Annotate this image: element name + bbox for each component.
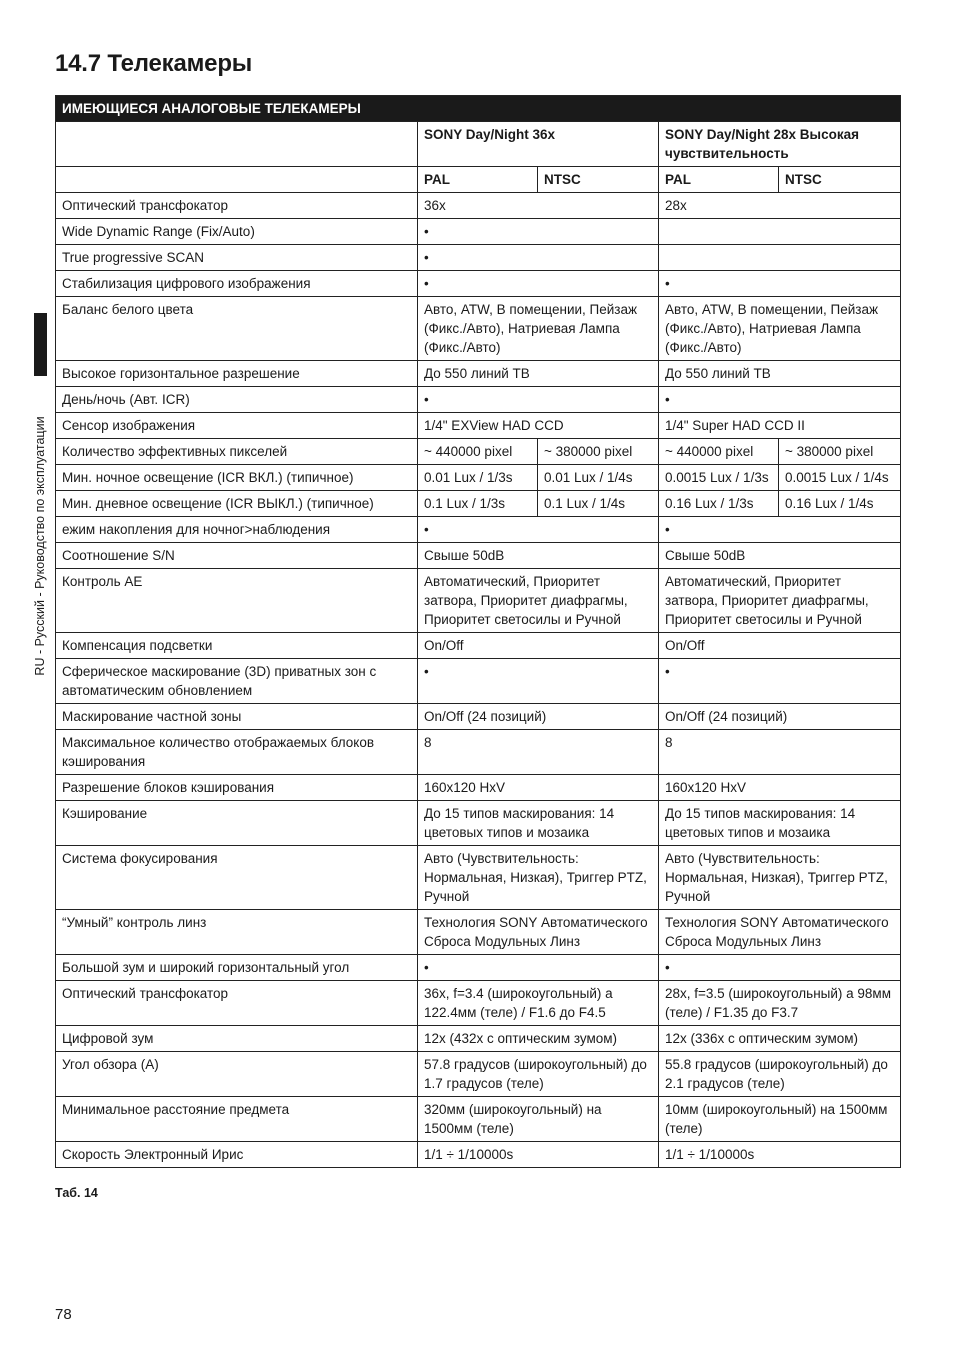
camera2-value: 1/1 ÷ 1/10000s — [659, 1142, 901, 1168]
camera2-pal-value: 0.16 Lux / 1/3s — [659, 491, 779, 517]
camera2-ntsc: NTSC — [779, 167, 901, 193]
spec-label: Соотношение S/N — [56, 543, 418, 569]
camera2-value: 8 — [659, 730, 901, 775]
camera2-value: • — [659, 517, 901, 543]
spec-label: Кэширование — [56, 801, 418, 846]
camera1-ntsc-value: 0.01 Lux / 1/4s — [538, 465, 659, 491]
camera1-value: 320мм (широкоугольный) на 1500мм (теле) — [418, 1097, 659, 1142]
camera1-value: 1/4" EXView HAD CCD — [418, 413, 659, 439]
camera1-value: • — [418, 245, 659, 271]
camera2-ntsc-value: 0.16 Lux / 1/4s — [779, 491, 901, 517]
camera1-value: 36x, f=3.4 (широкоугольный) а 122.4мм (теле) / F1.6 до F4.5 — [418, 981, 659, 1026]
camera2-title: SONY Day/Night 28x Высокая чувствительность — [659, 122, 901, 167]
empty-cell — [56, 167, 418, 193]
camera1-ntsc-value: 0.1 Lux / 1/4s — [538, 491, 659, 517]
table-row — [56, 297, 901, 361]
table-row — [56, 1097, 901, 1142]
spec-label: Оптический трансфокатор — [56, 193, 418, 219]
camera1-value: • — [418, 955, 659, 981]
camera1-value: Авто (Чувствительность: Нормальная, Низкая), Триггер PTZ, Ручной — [418, 846, 659, 910]
camera1-ntsc-value: ~ 380000 pixel — [538, 439, 659, 465]
table-row — [56, 981, 901, 1026]
camera2-value: 12x (336x с оптическим зумом) — [659, 1026, 901, 1052]
spec-label: Система фокусирования — [56, 846, 418, 910]
camera1-value: 8 — [418, 730, 659, 775]
table-row — [56, 775, 901, 801]
camera2-value: Авто (Чувствительность: Нормальная, Низкая), Триггер PTZ, Ручной — [659, 846, 901, 910]
empty-cell — [56, 122, 418, 167]
camera1-value: • — [418, 219, 659, 245]
camera2-value: До 15 типов маскирования: 14 цветовых типов и мозаика — [659, 801, 901, 846]
spec-label: Маскирование частной зоны — [56, 704, 418, 730]
camera2-pal-value: ~ 440000 pixel — [659, 439, 779, 465]
video-standard-row — [56, 167, 901, 193]
table-row — [56, 704, 901, 730]
spec-label: Максимальное количество отображаемых блоков кэширования — [56, 730, 418, 775]
spec-label: Сенсор изображения — [56, 413, 418, 439]
spec-label: Мин. дневное освещение (ICR ВЫКЛ.) (типичное) — [56, 491, 418, 517]
camera2-pal-value: 0.0015 Lux / 1/3s — [659, 465, 779, 491]
spec-label: День/ночь (Авт. ICR) — [56, 387, 418, 413]
camera1-pal-value: 0.01 Lux / 1/3s — [418, 465, 538, 491]
camera2-value: Технология SONY Автоматического Сброса Модульных Линз — [659, 910, 901, 955]
spec-label: True progressive SCAN — [56, 245, 418, 271]
camera1-value: On/Off (24 позиций) — [418, 704, 659, 730]
camera2-pal: PAL — [659, 167, 779, 193]
table-row — [56, 465, 901, 491]
camera1-pal-value: 0.1 Lux / 1/3s — [418, 491, 538, 517]
page-title: 14.7 Телекамеры — [55, 50, 253, 77]
spec-label: Мин. ночное освещение (ICR ВКЛ.) (типичное) — [56, 465, 418, 491]
table-row — [56, 543, 901, 569]
camera1-ntsc: NTSC — [538, 167, 659, 193]
camera1-value: 57.8 градусов (широкоугольный) до 1.7 градусов (теле) — [418, 1052, 659, 1097]
camera1-value: On/Off — [418, 633, 659, 659]
camera1-value: • — [418, 517, 659, 543]
camera2-value: Авто, ATW, В помещении, Пейзаж (Фикс./Авто), Натриевая Лампа (Фикс./Авто) — [659, 297, 901, 361]
spec-label: Скорость Электронный Ирис — [56, 1142, 418, 1168]
table-row — [56, 245, 901, 271]
table-row — [56, 517, 901, 543]
camera1-value: 160x120 HxV — [418, 775, 659, 801]
camera2-value: • — [659, 659, 901, 704]
spec-label: Стабилизация цифрового изображения — [56, 271, 418, 297]
camera2-value: On/Off — [659, 633, 901, 659]
table-row — [56, 219, 901, 245]
table-row — [56, 1142, 901, 1168]
spec-label: Минимальное расстояние предмета — [56, 1097, 418, 1142]
camera2-value: 10мм (широкоугольный) на 1500мм (теле) — [659, 1097, 901, 1142]
spec-label: Оптический трансфокатор — [56, 981, 418, 1026]
spec-label: Сферическое маскирование (3D) приватных зон с автоматическим обновлением — [56, 659, 418, 704]
table-row — [56, 413, 901, 439]
spec-label: Компенсация подсветки — [56, 633, 418, 659]
camera1-value: • — [418, 271, 659, 297]
spec-label: Большой зум и широкий горизонтальный угол — [56, 955, 418, 981]
camera1-value: • — [418, 387, 659, 413]
camera1-value: Технология SONY Автоматического Сброса Модульных Линз — [418, 910, 659, 955]
table-row — [56, 633, 901, 659]
table-row — [56, 955, 901, 981]
camera1-pal: PAL — [418, 167, 538, 193]
camera1-value: 36x — [418, 193, 659, 219]
camera1-value: Авто, ATW, В помещении, Пейзаж (Фикс./Авто), Натриевая Лампа (Фикс./Авто) — [418, 297, 659, 361]
spec-label: Угол обзора (A) — [56, 1052, 418, 1097]
camera2-value: 160x120 HxV — [659, 775, 901, 801]
table-row — [56, 1052, 901, 1097]
camera2-value: • — [659, 955, 901, 981]
camera2-value: • — [659, 387, 901, 413]
page-number: 78 — [55, 1306, 72, 1323]
camera1-value: До 15 типов маскирования: 14 цветовых типов и мозаика — [418, 801, 659, 846]
spec-label: Контроль AE — [56, 569, 418, 633]
camera1-value: Свыше 50dB — [418, 543, 659, 569]
table-row — [56, 569, 901, 633]
camera1-pal-value: ~ 440000 pixel — [418, 439, 538, 465]
spec-label: “Умный” контроль линз — [56, 910, 418, 955]
camera1-value: До 550 линий ТВ — [418, 361, 659, 387]
camera1-title: SONY Day/Night 36x — [418, 122, 659, 167]
camera2-value: • — [659, 271, 901, 297]
spec-label: ежим накопления для ночног>наблюдения — [56, 517, 418, 543]
table-header: ИМЕЮЩИЕСЯ АНАЛОГОВЫЕ ТЕЛЕКАМЕРЫ — [56, 96, 901, 122]
spec-label: Цифровой зум — [56, 1026, 418, 1052]
camera2-value: Свыше 50dB — [659, 543, 901, 569]
table-row — [56, 1026, 901, 1052]
spec-label: Разрешение блоков кэширования — [56, 775, 418, 801]
camera2-value: 55.8 градусов (широкоугольный) до 2.1 градусов (теле) — [659, 1052, 901, 1097]
side-label: RU - Русский - Руководство по эксплуатации — [33, 416, 47, 676]
table-row — [56, 361, 901, 387]
camera2-ntsc-value: 0.0015 Lux / 1/4s — [779, 465, 901, 491]
camera1-value: Автоматический, Приоритет затвора, Приоритет диафрагмы, Приоритет светосилы и Ручной — [418, 569, 659, 633]
table-row — [56, 271, 901, 297]
table-row — [56, 387, 901, 413]
camera1-value: • — [418, 659, 659, 704]
camera-model-row — [56, 122, 901, 167]
camera1-value: 12x (432x с оптическим зумом) — [418, 1026, 659, 1052]
table-caption: Таб. 14 — [55, 1186, 98, 1200]
camera2-value: 1/4" Super HAD CCD II — [659, 413, 901, 439]
table-row — [56, 439, 901, 465]
table-row — [56, 846, 901, 910]
camera2-value — [659, 245, 901, 271]
table-row — [56, 193, 901, 219]
camera2-value — [659, 219, 901, 245]
camera2-value: On/Off (24 позиций) — [659, 704, 901, 730]
table-row — [56, 659, 901, 704]
table-row — [56, 730, 901, 775]
camera2-value: Автоматический, Приоритет затвора, Приоритет диафрагмы, Приоритет светосилы и Ручной — [659, 569, 901, 633]
table-row — [56, 491, 901, 517]
table-row — [56, 801, 901, 846]
camera2-value: 28x — [659, 193, 901, 219]
table-row — [56, 910, 901, 955]
spec-label: Количество эффективных пикселей — [56, 439, 418, 465]
camera-spec-table — [55, 95, 901, 1168]
camera2-value: До 550 линий ТВ — [659, 361, 901, 387]
camera1-value: 1/1 ÷ 1/10000s — [418, 1142, 659, 1168]
side-tab-marker — [34, 313, 47, 376]
spec-label: Wide Dynamic Range (Fix/Auto) — [56, 219, 418, 245]
camera2-ntsc-value: ~ 380000 pixel — [779, 439, 901, 465]
table-header-row — [56, 96, 901, 122]
spec-label: Баланс белого цвета — [56, 297, 418, 361]
camera2-value: 28x, f=3.5 (широкоугольный) а 98мм (теле) / F1.35 до F3.7 — [659, 981, 901, 1026]
spec-label: Высокое горизонтальное разрешение — [56, 361, 418, 387]
